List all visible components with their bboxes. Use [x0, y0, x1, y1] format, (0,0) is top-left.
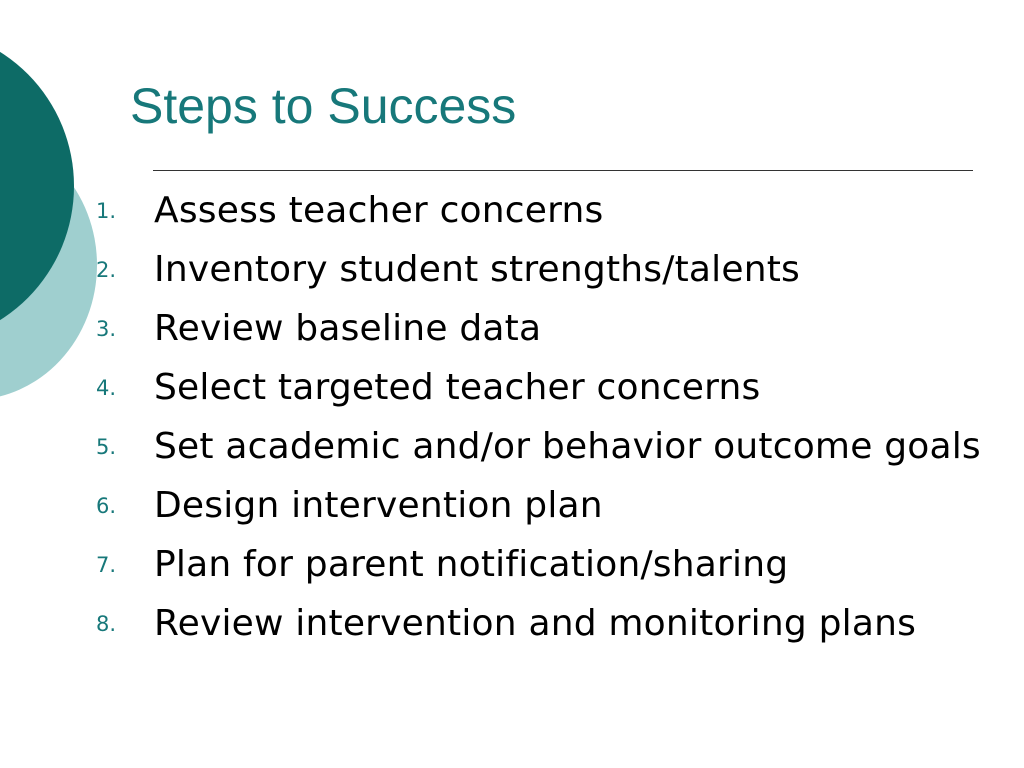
step-item — [96, 246, 1024, 294]
slide-title: Steps to Success — [130, 78, 517, 134]
step-text: Inventory student strengths/talents — [154, 249, 800, 290]
step-number: 2. — [96, 258, 117, 282]
step-text: Plan for parent notification/sharing — [154, 544, 789, 585]
step-item — [96, 600, 1024, 648]
step-item — [96, 423, 1024, 471]
step-number: 3. — [96, 317, 117, 341]
step-text: Review baseline data — [154, 308, 542, 349]
step-text: Design intervention plan — [154, 485, 603, 526]
step-number: 8. — [96, 612, 117, 636]
step-text: Assess teacher concerns — [154, 190, 604, 231]
step-text: Select targeted teacher concerns — [154, 367, 761, 408]
step-number: 4. — [96, 376, 117, 400]
step-text: Set academic and/or behavior outcome goals — [154, 426, 981, 467]
step-item — [96, 541, 1024, 589]
step-item — [96, 364, 1024, 412]
steps-list — [96, 187, 1024, 659]
title-divider — [153, 170, 973, 171]
step-item — [96, 187, 1024, 235]
step-number: 5. — [96, 435, 117, 459]
step-text: Review intervention and monitoring plans — [154, 603, 917, 644]
step-item — [96, 305, 1024, 353]
step-number: 1. — [96, 199, 117, 223]
step-item — [96, 482, 1024, 530]
step-number: 7. — [96, 553, 117, 577]
step-number: 6. — [96, 494, 117, 518]
